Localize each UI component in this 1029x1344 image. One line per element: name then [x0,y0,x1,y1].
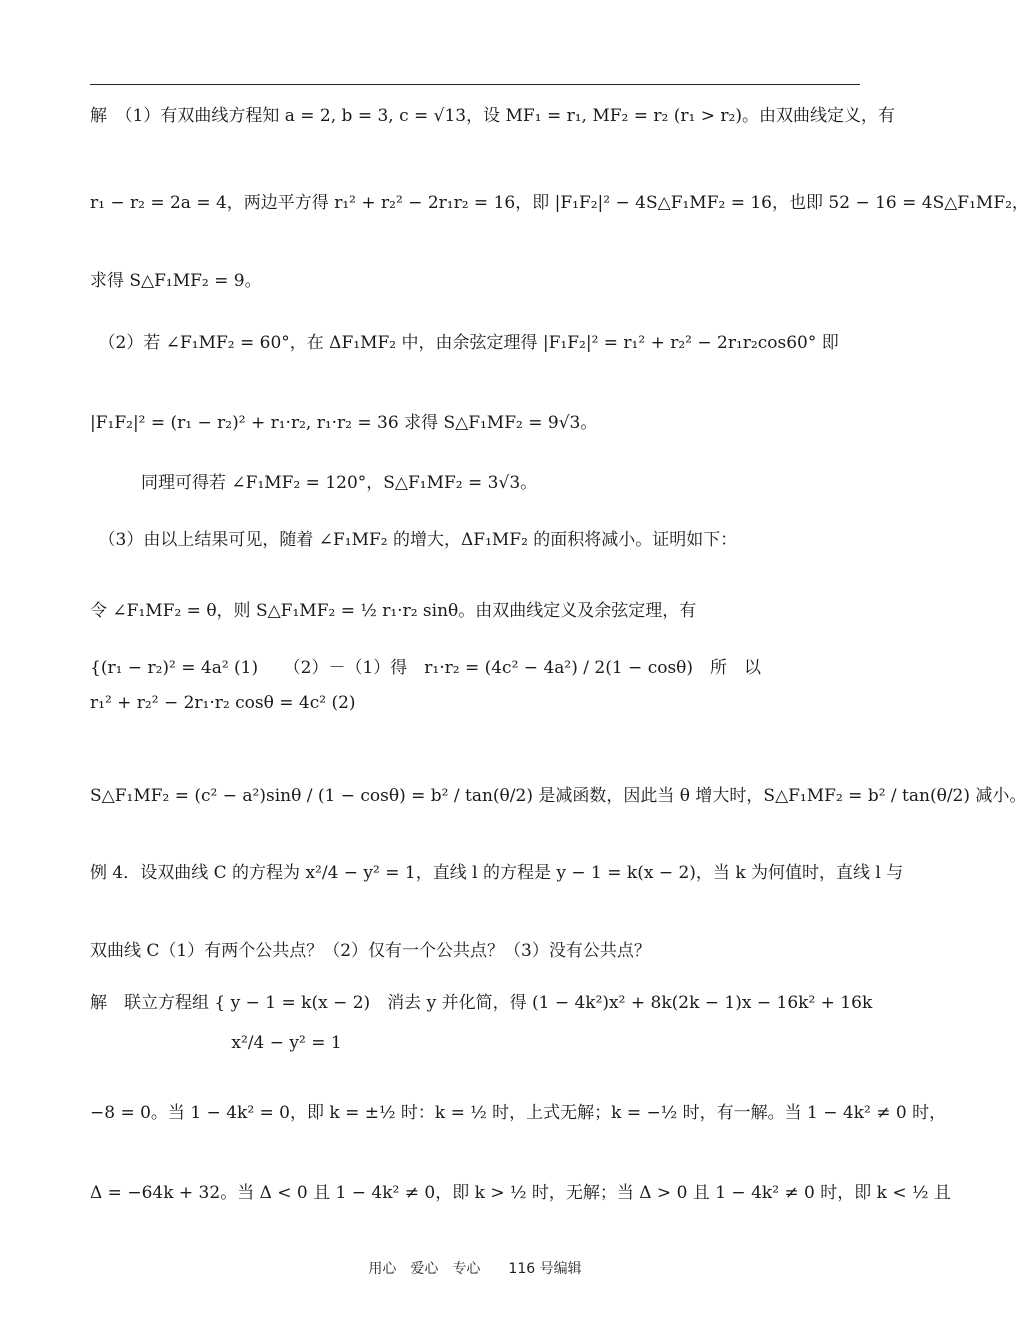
text-line: （2）若 ∠F₁MF₂ = 60°，在 ΔF₁MF₂ 中，由余弦定理得 |F₁F₂|² = r₁² + r₂² − 2r₁r₂cos60° 即 [90,333,839,353]
text-line: r₁² + r₂² − 2r₁·r₂ cosθ = 4c² (2) [90,693,356,713]
text-line: 解 联立方程组 { y − 1 = k(x − 2) 消去 y 并化简，得 (1 − 4k²)x² + 8k(2k − 1)x − 16k² + 16k [90,993,873,1013]
text-line: |F₁F₂|² = (r₁ − r₂)² + r₁·r₂, r₁·r₂ = 36 求得 S△F₁MF₂ = 9√3。 [90,413,598,433]
text-line: 解 （1）有双曲线方程知 a = 2, b = 3, c = √13，设 MF₁ = r₁, MF₂ = r₂ (r₁ > r₂)。由双曲线定义，有 [90,106,895,126]
text-line: Δ = −64k + 32。当 Δ < 0 且 1 − 4k² ≠ 0，即 k > ½ 时，无解；当 Δ > 0 且 1 − 4k² ≠ 0 时，即 k < ½ 且 [90,1183,951,1203]
text-line: 令 ∠F₁MF₂ = θ，则 S△F₁MF₂ = ½ r₁·r₂ sinθ。由双曲线定义及余弦定理，有 [90,601,697,621]
text-line: 求得 S△F₁MF₂ = 9。 [90,271,262,291]
header-rule [90,84,860,85]
text-line: 例 4．设双曲线 C 的方程为 x²/4 − y² = 1，直线 l 的方程是 y − 1 = k(x − 2)，当 k 为何值时，直线 l 与 [90,863,904,883]
text-line: r₁ − r₂ = 2a = 4，两边平方得 r₁² + r₂² − 2r₁r₂ = 16，即 |F₁F₂|² − 4S△F₁MF₂ = 16，也即 52 − 16 = 4S△F₁MF₂， [90,193,1029,213]
text-line: −8 = 0。当 1 − 4k² = 0，即 k = ±½ 时：k = ½ 时，上式无解；k = −½ 时，有一解。当 1 − 4k² ≠ 0 时， [90,1103,947,1123]
text-line: 双曲线 C（1）有两个公共点？（2）仅有一个公共点？（3）没有公共点？ [90,941,651,961]
page-footer: 用心 爱心 专心 116 号编辑 [368,1261,582,1277]
text-line: S△F₁MF₂ = (c² − a²)sinθ / (1 − cosθ) = b² / tan(θ/2) 是减函数，因此当 θ 增大时，S△F₁MF₂ = b² / tan(θ/2) 减小。 [90,786,1027,806]
text-line: 同理可得若 ∠F₁MF₂ = 120°，S△F₁MF₂ = 3√3。 [90,473,538,493]
text-line: x²/4 − y² = 1 [90,1033,342,1053]
text-line: （3）由以上结果可见，随着 ∠F₁MF₂ 的增大，ΔF₁MF₂ 的面积将减小。证明如下： [90,530,738,550]
text-line: {(r₁ − r₂)² = 4a² (1) （2）－（1）得 r₁·r₂ = (4c² − 4a²) / 2(1 − cosθ) 所 以 [90,658,762,678]
